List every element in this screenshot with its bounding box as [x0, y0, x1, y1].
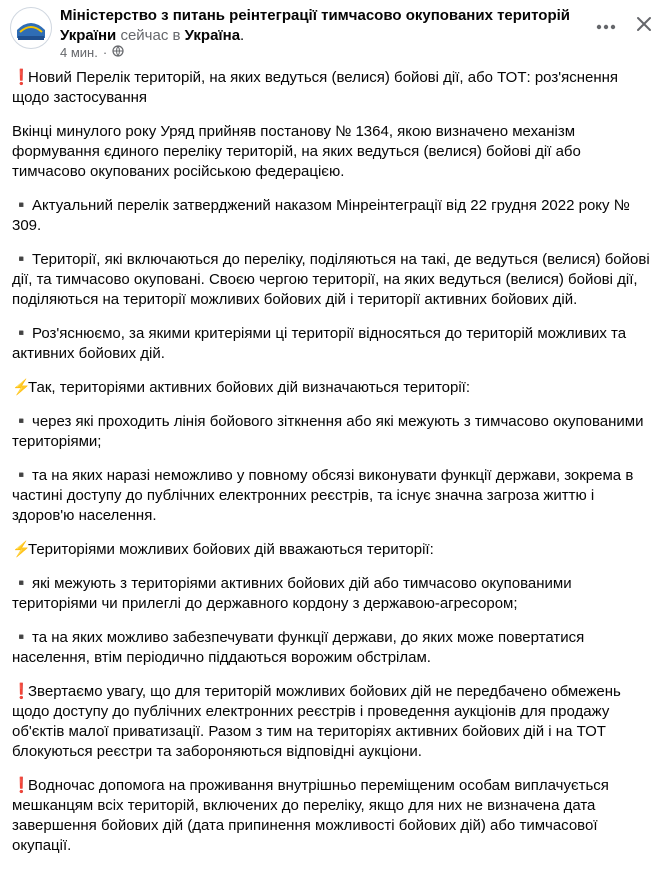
post-meta — [60, 45, 124, 61]
paragraph-text: Території, які включаються до переліку, поділяються на такі, де ведуться (велися) бойові дії, та тимчасово окуповані. Своєю чергою території, на яких ведуться (велися) бойові дії, поділяються на території можливих бойових дій і території активних бойових дій. — [12, 251, 650, 308]
bullet-icon: ▪️ — [12, 251, 31, 268]
paragraph-text: та на яких наразі неможливо у повному обсязі виконувати функції держави, зокрема в частині доступу до публічних електронних реєстрів, та існує значна загроза життю і здоров'ю населення. — [12, 467, 634, 524]
exclamation-icon: ❗ — [12, 683, 31, 700]
bullet-icon: ▪️ — [12, 575, 31, 592]
lightning-icon: ⚡ — [12, 541, 31, 558]
paragraph-bullet — [12, 412, 652, 452]
more-dots-icon — [596, 17, 616, 35]
paragraph-possible — [12, 540, 652, 560]
paragraph-bullet — [12, 324, 652, 364]
post-author-line — [60, 6, 580, 46]
page-avatar[interactable] — [10, 7, 52, 49]
checkin-text: сейчас в — [120, 27, 181, 44]
paragraph-text: та на яких можливо забезпечувати функції держави, до яких може повертатися населення, втім періодично піддаються ворожим обстрілам. — [12, 629, 585, 666]
paragraph-bullet — [12, 196, 652, 236]
page-name-link[interactable]: Міністерство з питань реінтеграції тимчасово окупованих територій України — [60, 7, 571, 44]
paragraph-text: Так, територіями активних бойових дій визначаються території: — [28, 379, 471, 396]
bullet-icon: ▪️ — [12, 467, 31, 484]
paragraph-text: Територіями можливих бойових дій вважаються території: — [28, 541, 434, 558]
post-time[interactable]: 4 мин. — [60, 45, 98, 60]
paragraph-text: Звертаємо увагу, що для територій можливих бойових дій не передбачено обмежень щодо доступу до публічних електронних реєстрів і проведення аукціонів для продажу об'єктів малої приватизації. Разом з тим на територіях активних бойових дій і на ТОТ блокуються реєстри та забороняються відповідні аукціони. — [12, 683, 621, 760]
paragraph-text: Актуальний перелік затверджений наказом Мінреінтеграції від 22 грудня 2022 року № 309. — [12, 197, 630, 234]
paragraph-title — [12, 68, 652, 108]
paragraph-text: які межують з територіями активних бойових дій або тимчасово окупованими територіями чи прилеглі до державного кордону з державою-агресором; — [12, 575, 572, 612]
exclamation-icon: ❗ — [12, 69, 31, 86]
post-text — [12, 68, 652, 870]
paragraph-bullet — [12, 466, 652, 526]
paragraph-active — [12, 378, 652, 398]
bullet-icon: ▪️ — [12, 413, 31, 430]
bullet-icon: ▪️ — [12, 325, 31, 342]
meta-separator: · — [102, 45, 108, 60]
paragraph-text: Новий Перелік територій, на яких ведуться (велися) бойові дії, або ТОТ: роз'яснення щодо застосування — [12, 69, 619, 106]
globe-icon — [112, 45, 124, 61]
bullet-icon: ▪️ — [12, 629, 31, 646]
period: . — [240, 27, 245, 44]
paragraph-note — [12, 776, 652, 856]
paragraph-text: Роз'яснюємо, за якими критеріями ці території відносяться до територій можливих та активних бойових дій. — [12, 325, 627, 362]
paragraph-intro — [12, 122, 652, 182]
bullet-icon: ▪️ — [12, 197, 31, 214]
more-options-button[interactable] — [592, 12, 620, 40]
paragraph-text: через які проходить лінія бойового зіткнення або які межують з тимчасово окупованими територіями; — [12, 413, 644, 450]
paragraph-bullet — [12, 628, 652, 668]
paragraph-note — [12, 682, 652, 762]
lightning-icon: ⚡ — [12, 379, 31, 396]
close-button[interactable] — [630, 12, 658, 40]
close-icon — [636, 16, 652, 37]
post-header — [0, 0, 670, 66]
paragraph-bullet — [12, 250, 652, 310]
paragraph-text: Водночас допомога на проживання внутрішньо переміщеним особам виплачується мешканцям всіх територій, включених до переліку, якщо для них не визначена дата завершення бойових дій (дата припинення можливості бойових дій) або тимчасової окупації. — [12, 777, 609, 854]
paragraph-text: Вкінці минулого року Уряд прийняв постанову № 1364, якою визначено механізм формування єдиного переліку територій, на яких ведуться (велися) бойові дії або тимчасово окупованих російською федерацією. — [12, 123, 581, 180]
paragraph-bullet — [12, 574, 652, 614]
location-link[interactable]: Україна — [184, 27, 241, 44]
exclamation-icon: ❗ — [12, 777, 31, 794]
